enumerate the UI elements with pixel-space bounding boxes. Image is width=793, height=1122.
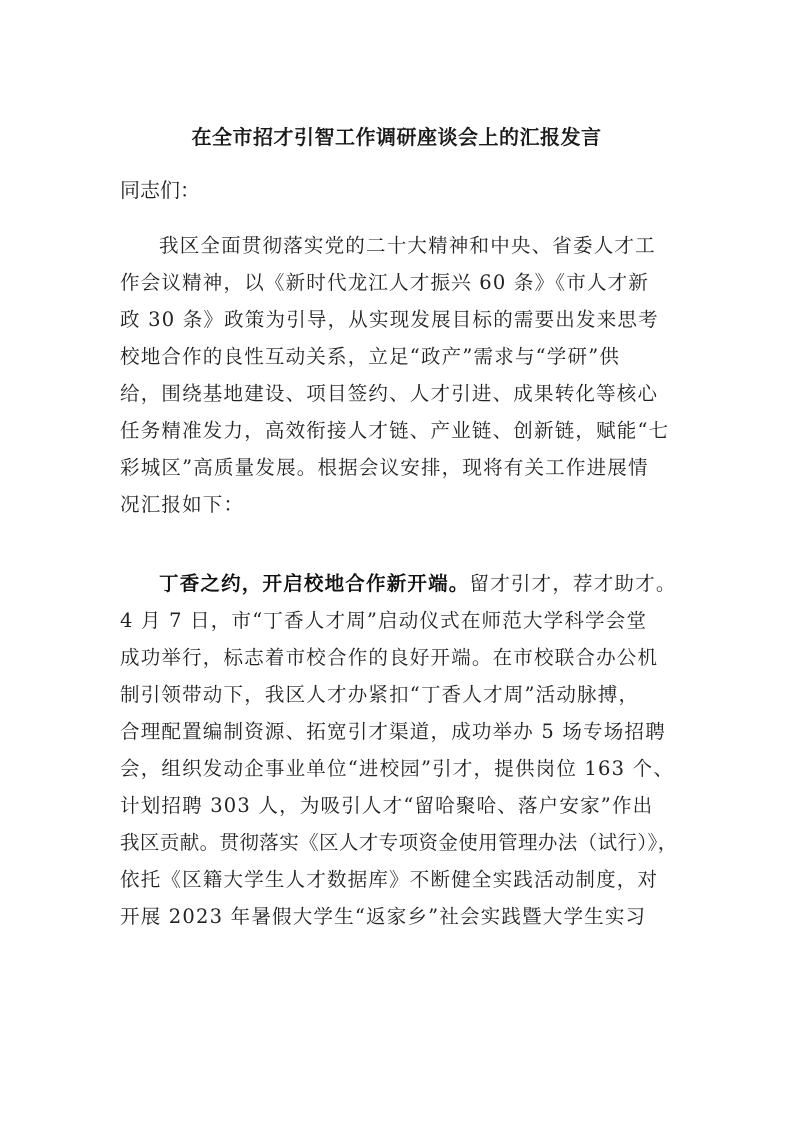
paragraph-line: 会，组织发动企事业单位“进校园”引才，提供岗位 163 个、: [120, 757, 675, 780]
paragraph-line: 况汇报如下：: [120, 493, 245, 516]
paragraph-line: 合理配置编制资源、拓宽引才渠道，成功举办 5 场专场招聘: [120, 720, 666, 743]
paragraph-line: 作会议精神，以《新时代龙江人才振兴 60 条》《市人才新: [120, 271, 650, 294]
paragraph-line: 依托《区籍大学生人才数据库》不断健全实践活动制度，对: [120, 868, 659, 891]
document-title: 在全市招才引智工作调研座谈会上的汇报发言: [191, 125, 602, 149]
paragraph-line: 制引领带动下，我区人才办紧扣“丁香人才周”活动脉搏，: [120, 683, 640, 706]
paragraph-line: 成功举行，标志着市校合作的良好开端。在市校联合办公机: [120, 646, 659, 669]
paragraph-line: 我区贡献。贯彻落实《区人才专项资金使用管理办法（试行）》，: [120, 831, 678, 854]
paragraph-first-line: [120, 565, 682, 602]
paragraph-line: 给，围绕基地建设、项目签约、人才引进、成果转化等核心: [120, 382, 659, 405]
paragraph-intro: [120, 227, 682, 523]
paragraph-line: 政 30 条》政策为引导，从实现发展目标的需要出发来思考: [120, 308, 659, 331]
salutation: 同志们：: [120, 178, 200, 202]
paragraph-line: 计划招聘 303 人，为吸引人才“留哈聚哈、落户安家”作出: [120, 794, 654, 817]
paragraph-line: 校地合作的良性互动关系，立足“政产”需求与“学研”供: [120, 345, 621, 368]
paragraph-line-rest: 留才引才，荐才助才。: [469, 572, 677, 595]
section-heading: 丁香之约，开启校地合作新开端。: [159, 572, 470, 595]
paragraph-line: 彩城区”高质量发展。根据会议安排，现将有关工作进展情: [120, 456, 649, 479]
paragraph-line: 任务精准发力，高效衔接人才链、产业链、创新链，赋能“七: [120, 419, 670, 442]
paragraph-line: 4 月 7 日，市“丁香人才周”启动仪式在师范大学科学会堂: [120, 609, 648, 632]
paragraph-section-one: [120, 565, 682, 935]
paragraph-line: 开展 2023 年暑假大学生“返家乡”社会实践暨大学生实习: [120, 905, 647, 928]
paragraph-line: 我区全面贯彻落实党的二十大精神和中央、省委人才工: [159, 234, 656, 257]
